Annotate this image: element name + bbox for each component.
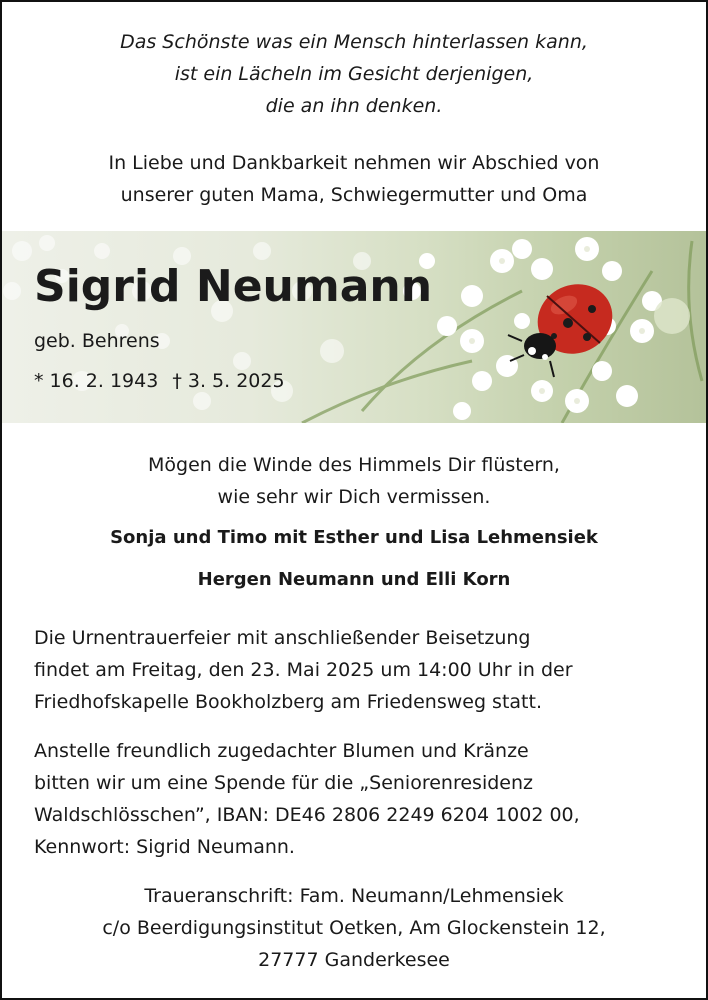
memorial-verse: [2, 449, 706, 513]
poem-line: ist ein Lächeln im Gesicht derjenigen,: [174, 63, 534, 85]
donation-line: bitten wir um eine Spende für die „Seniorenresidenz: [34, 772, 533, 794]
verse-line: wie sehr wir Dich vermissen.: [217, 486, 491, 508]
donation-info: [34, 735, 684, 863]
poem-line: Das Schönste was ein Mensch hinterlassen kann,: [120, 31, 588, 53]
death-date: † 3. 5. 2025: [172, 370, 285, 392]
memorial-poem: [2, 26, 706, 122]
donation-line: Anstelle freundlich zugedachter Blumen und Kränze: [34, 740, 529, 762]
intro-line: unserer guten Mama, Schwiegermutter und Oma: [120, 184, 588, 206]
maiden-name: geb. Behrens: [34, 330, 160, 352]
ceremony-info: [34, 622, 684, 718]
name-banner: [2, 231, 706, 423]
birth-date: * 16. 2. 1943: [34, 370, 159, 392]
poem-line: die an ihn denken.: [265, 95, 443, 117]
intro-line: In Liebe und Dankbarkeit nehmen wir Abschied von: [108, 152, 600, 174]
deceased-name: Sigrid Neumann: [34, 261, 433, 312]
address-line: 27777 Ganderkesee: [258, 949, 450, 971]
ceremony-line: Friedhofskapelle Bookholzberg am Friedensweg statt.: [34, 691, 542, 713]
mourners: [2, 517, 706, 601]
farewell-intro: [2, 147, 706, 211]
donation-line: Kennwort: Sigrid Neumann.: [34, 836, 295, 858]
mourner-line: Sonja und Timo mit Esther und Lisa Lehmensiek: [110, 527, 598, 548]
ceremony-line: findet am Freitag, den 23. Mai 2025 um 14:00 Uhr in der: [34, 659, 573, 681]
mourning-address: [2, 880, 706, 976]
donation-line: Waldschlösschen”, IBAN: DE46 2806 2249 6204 1002 00,: [34, 804, 580, 826]
mourner-line: Hergen Neumann und Elli Korn: [197, 569, 511, 590]
address-line: Traueranschrift: Fam. Neumann/Lehmensiek: [144, 885, 564, 907]
life-dates: [34, 367, 299, 395]
ceremony-line: Die Urnentrauerfeier mit anschließender Beisetzung: [34, 627, 531, 649]
verse-line: Mögen die Winde des Himmels Dir flüstern,: [148, 454, 560, 476]
address-line: c/o Beerdigungsinstitut Oetken, Am Glockenstein 12,: [102, 917, 606, 939]
